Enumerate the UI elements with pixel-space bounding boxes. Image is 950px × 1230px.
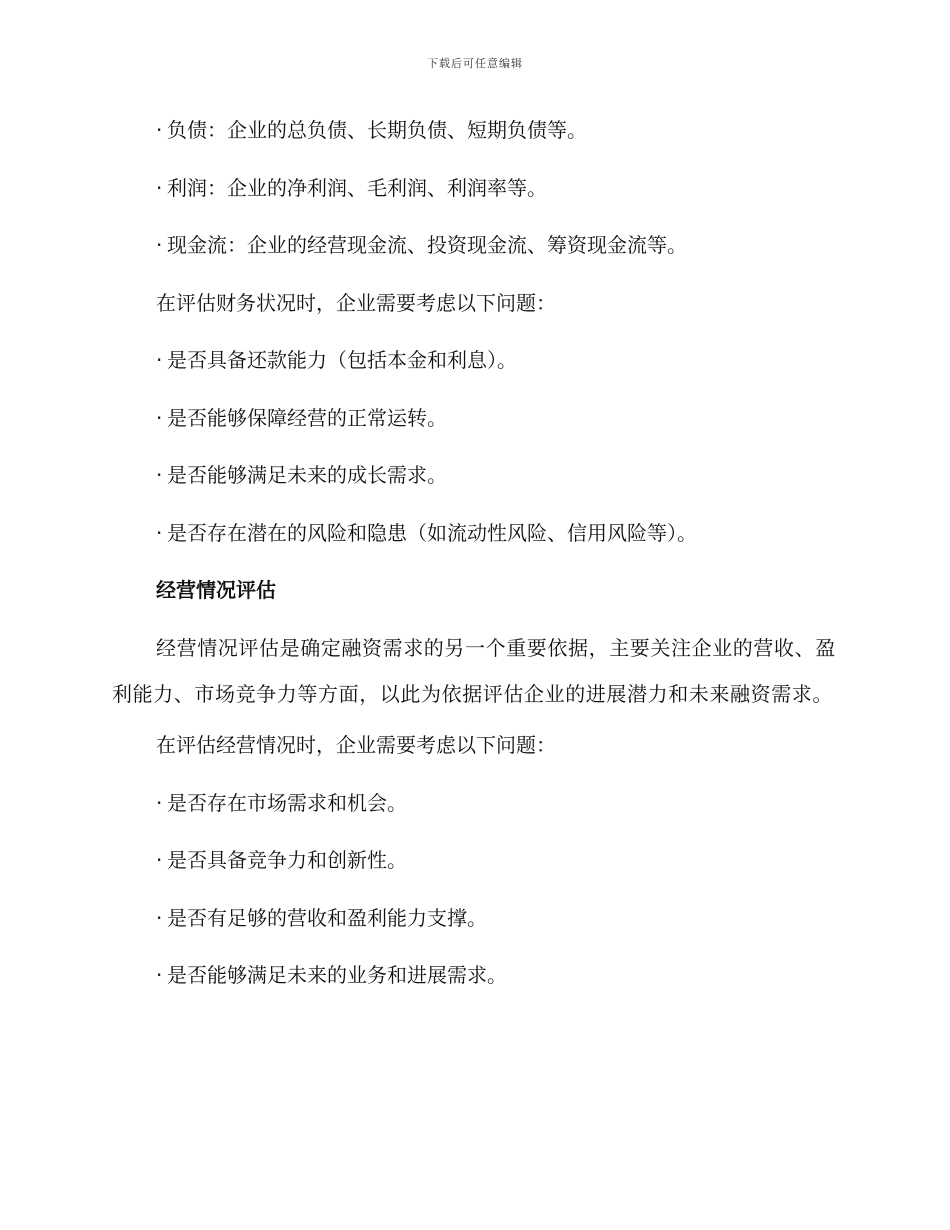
bullet-dot: · <box>156 118 163 142</box>
operations-paragraph: 经营情况评估是确定融资需求的另一个重要依据，主要关注企业的营收、盈利能力、市场竞争力等方面，以此为依据评估企业的进展潜力和未来融资需求。 <box>112 636 836 706</box>
bullet-item-liabilities <box>156 112 837 148</box>
bullet-dot: · <box>156 463 163 487</box>
bullet-item-question <box>156 515 837 551</box>
financial-questions-lead: 在评估财务状况时，企业需要考虑以下问题： <box>156 290 556 315</box>
bullet-dot: · <box>156 963 163 987</box>
bullet-text: 是否有足够的营收和盈利能力支撑。 <box>167 905 487 930</box>
bullet-item-question <box>156 957 837 993</box>
bullet-text: 是否能够满足未来的业务和进展需求。 <box>167 963 507 987</box>
bullet-item-question <box>156 900 837 936</box>
bullet-dot: · <box>156 790 163 815</box>
bullet-dot: · <box>156 848 163 872</box>
bullet-item-question <box>156 457 837 493</box>
operations-questions-lead: 在评估经营情况时，企业需要考虑以下问题： <box>156 733 556 757</box>
bullet-text: 负债：企业的总负债、长期负债、短期负债等。 <box>167 118 587 142</box>
section-heading-operations: 经营情况评估 <box>156 578 276 602</box>
bullet-text: 是否存在潜在的风险和隐患（如流动性风险、信用风险等）。 <box>167 520 697 545</box>
bullet-dot: · <box>156 175 163 200</box>
document-body <box>112 112 837 1015</box>
bullet-item-cashflow <box>156 227 837 263</box>
header-note: 下载后可任意编辑 <box>427 57 523 70</box>
bullet-dot: · <box>156 905 163 930</box>
bullet-dot: · <box>156 233 163 257</box>
bullet-item-question <box>156 400 837 436</box>
bullet-text: 利润：企业的净利润、毛利润、利润率等。 <box>167 175 547 200</box>
bullet-text: 是否能够满足未来的成长需求。 <box>167 463 447 487</box>
bullet-text: 现金流：企业的经营现金流、投资现金流、筹资现金流等。 <box>167 233 687 257</box>
bullet-dot: · <box>156 405 163 430</box>
bullet-item-question <box>156 785 837 821</box>
bullet-item-question <box>156 342 837 378</box>
bullet-text: 是否存在市场需求和机会。 <box>167 790 407 815</box>
bullet-text: 是否具备还款能力（包括本金和利息）。 <box>167 348 517 372</box>
bullet-text: 是否具备竞争力和创新性。 <box>167 848 407 872</box>
bullet-item-profit <box>156 170 837 206</box>
bullet-text: 是否能够保障经营的正常运转。 <box>167 405 447 430</box>
bullet-dot: · <box>156 520 163 545</box>
bullet-item-question <box>156 842 837 878</box>
bullet-dot: · <box>156 348 163 372</box>
